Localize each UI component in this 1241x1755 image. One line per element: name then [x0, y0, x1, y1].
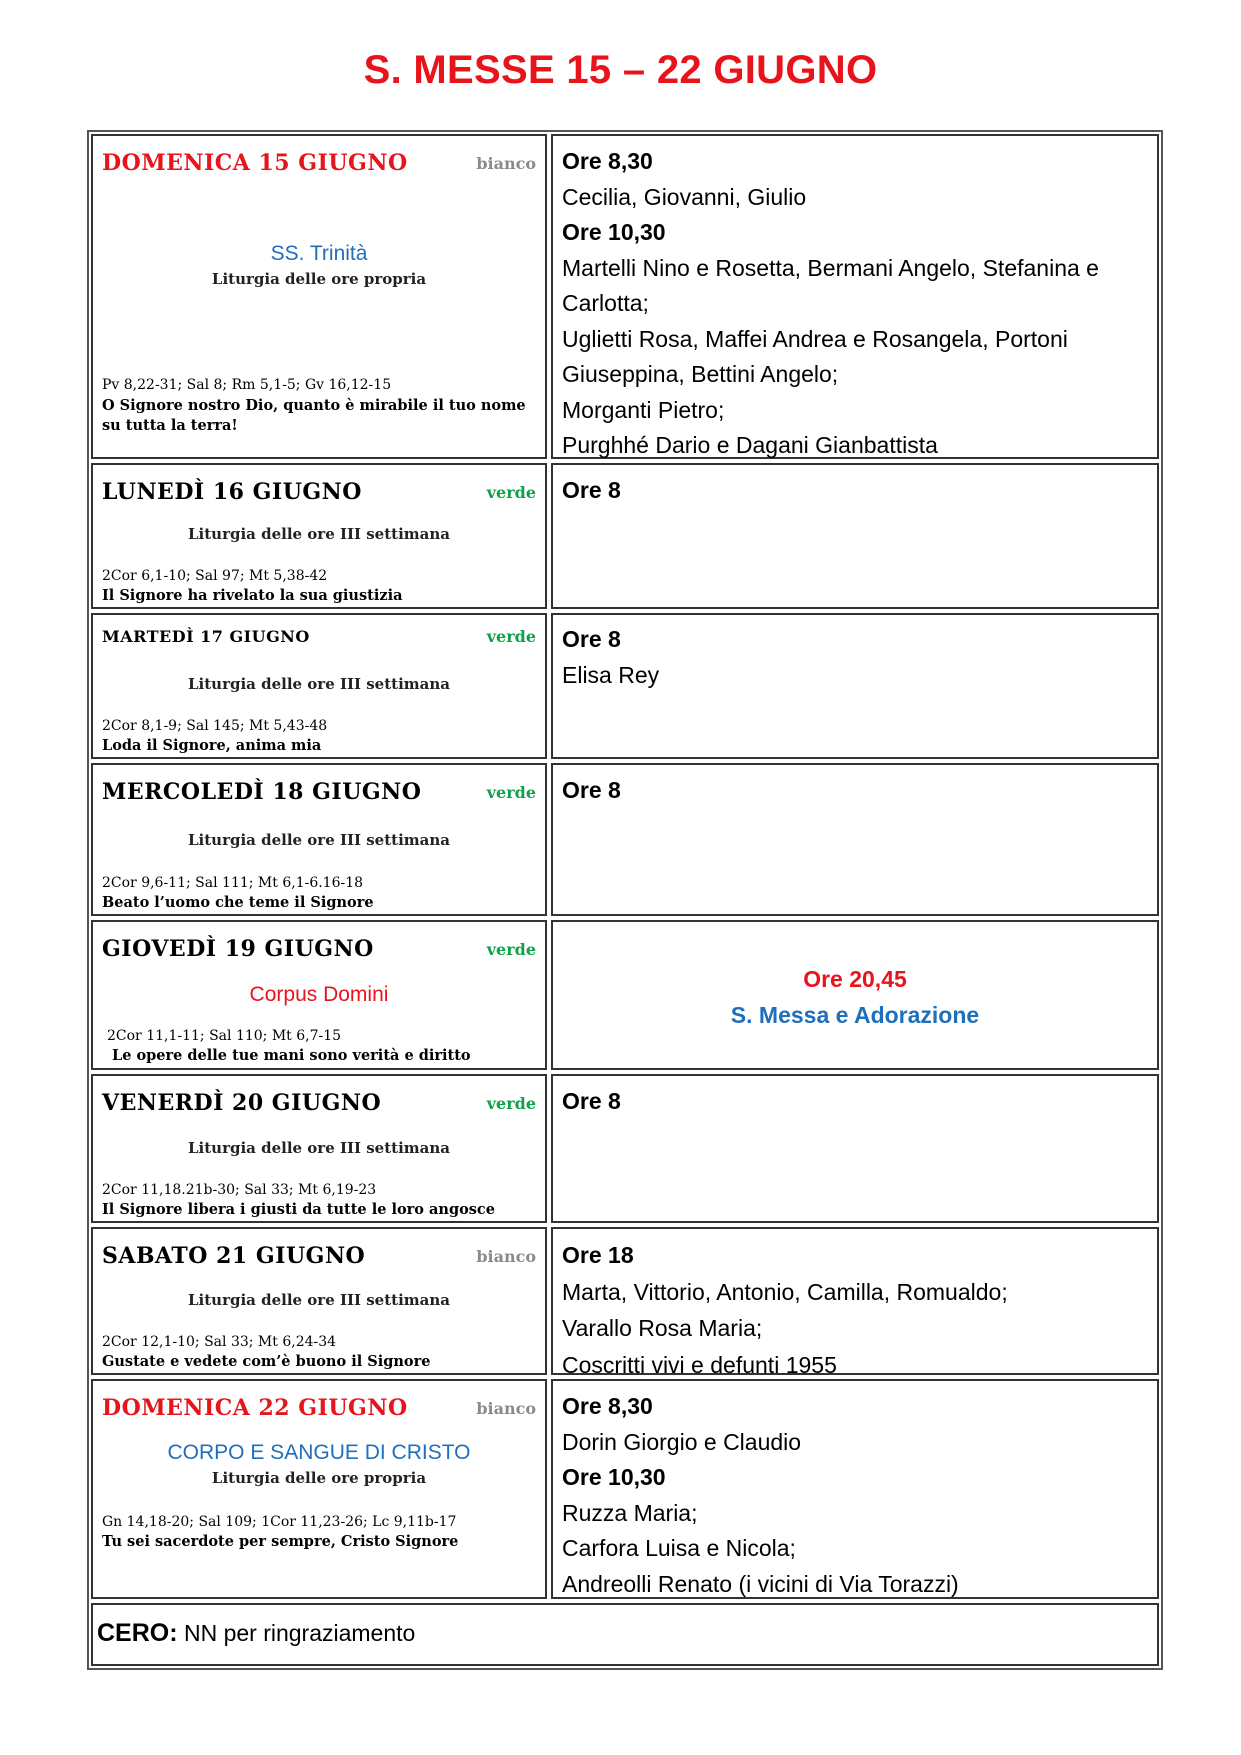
psalm-response: Il Signore ha rivelato la sua giustizia — [102, 587, 403, 604]
mass-cell-venerdi-20 — [551, 1074, 1159, 1223]
mass-intention: Coscritti vivi e defunti 1955 — [562, 1351, 837, 1378]
psalm-response: Le opere delle tue mani sono verità e diritto — [112, 1047, 471, 1064]
day-cell-domenica-15 — [91, 134, 547, 459]
mass-hour: Ore 8 — [562, 777, 621, 803]
cero-label: CERO: — [97, 1619, 178, 1647]
day-cell-mercoledi-18 — [91, 763, 547, 916]
liturgy-note: Liturgia delle ore III settimana — [187, 525, 450, 543]
special-mass-description: S. Messa e Adorazione — [730, 1002, 980, 1028]
mass-list — [562, 773, 1151, 809]
cero-cell — [91, 1603, 1159, 1666]
liturgical-color: bianco — [476, 1247, 536, 1266]
day-cell-giovedi-19 — [91, 920, 547, 1070]
liturgy-note: Liturgia delle ore propria — [211, 1469, 427, 1487]
liturgy-note: Liturgia delle ore propria — [211, 270, 427, 288]
mass-hour: Ore 8 — [562, 477, 621, 503]
day-cell-sabato-21 — [91, 1227, 547, 1375]
mass-cell-domenica-15 — [551, 134, 1159, 459]
feast-name: CORPO E SANGUE DI CRISTO — [167, 1441, 471, 1464]
mass-cell-domenica-22 — [551, 1379, 1159, 1599]
mass-cell-sabato-21 — [551, 1227, 1159, 1378]
feast-name: Corpus Domini — [249, 983, 389, 1006]
mass-intention: Ruzza Maria; — [562, 1499, 698, 1526]
mass-intention: Varallo Rosa Maria; — [562, 1315, 763, 1341]
day-name: MERCOLEDÌ 18 GIUGNO — [102, 779, 422, 805]
psalm-response: Tu sei sacerdote per sempre, Cristo Signore — [102, 1533, 459, 1550]
day-name: GIOVEDÌ 19 GIUGNO — [102, 936, 374, 962]
mass-hour: Ore 8,30 — [562, 1393, 653, 1419]
readings: Pv 8,22-31; Sal 8; Rm 5,1-5; Gv 16,12-15 — [102, 377, 392, 393]
day-name: DOMENICA 15 GIUGNO — [102, 150, 408, 176]
psalm-response: Gustate e vedete com’è buono il Signore — [102, 1353, 431, 1370]
liturgy-note: Liturgia delle ore III settimana — [187, 675, 450, 693]
mass-list — [562, 144, 1151, 464]
mass-hour: Ore 8 — [562, 626, 621, 652]
mass-list — [562, 1084, 1151, 1120]
mass-intention: Elisa Rey — [562, 661, 660, 688]
day-cell-lunedi-16 — [91, 463, 547, 609]
mass-intention: Dorin Giorgio e Claudio — [562, 1428, 802, 1455]
readings: Gn 14,18-20; Sal 109; 1Cor 11,23-26; Lc 9,11b-17 — [102, 1514, 457, 1530]
day-name: MARTEDÌ 17 GIUGNO — [102, 627, 310, 646]
liturgical-color: verde — [486, 783, 536, 802]
mass-intention: Purghhé Dario e Dagani Gianbattista — [562, 432, 938, 458]
mass-list — [562, 473, 1151, 509]
mass-intention: Marta, Vittorio, Antonio, Camilla, Romualdo; — [562, 1278, 1008, 1305]
readings: 2Cor 6,1-10; Sal 97; Mt 5,38-42 — [102, 568, 328, 584]
mass-intention: Carfora Luisa e Nicola; — [562, 1535, 796, 1561]
mass-hour: Ore 18 — [562, 1242, 634, 1268]
mass-list — [562, 1389, 1151, 1602]
liturgy-note: Liturgia delle ore III settimana — [187, 1139, 450, 1157]
mass-hour: Ore 8 — [562, 1088, 621, 1114]
readings: 2Cor 8,1-9; Sal 145; Mt 5,43-48 — [102, 718, 328, 734]
liturgy-note: Liturgia delle ore III settimana — [187, 831, 450, 849]
day-name: VENERDÌ 20 GIUGNO — [102, 1090, 382, 1116]
psalm-response: Il Signore libera i giusti da tutte le loro angosce — [102, 1201, 495, 1218]
mass-hour: Ore 10,30 — [562, 219, 666, 245]
readings: 2Cor 11,18.21b-30; Sal 33; Mt 6,19-23 — [102, 1182, 377, 1198]
mass-intention: Andreolli Renato (i vicini di Via Torazzi) — [562, 1570, 959, 1597]
psalm-response: Loda il Signore, anima mia — [102, 737, 322, 754]
cero-text: NN per ringraziamento — [177, 1620, 416, 1646]
day-name: SABATO 21 GIUGNO — [102, 1243, 366, 1269]
liturgical-color: verde — [486, 483, 536, 502]
mass-intention: Morganti Pietro; — [562, 396, 725, 423]
liturgy-note: Liturgia delle ore III settimana — [187, 1291, 450, 1309]
day-name: DOMENICA 22 GIUGNO — [102, 1395, 408, 1421]
readings: 2Cor 9,6-11; Sal 111; Mt 6,1-6.16-18 — [102, 875, 364, 891]
liturgical-color: verde — [486, 940, 536, 959]
mass-cell-lunedi-16 — [551, 463, 1159, 609]
readings: 2Cor 11,1-11; Sal 110; Mt 6,7-15 — [107, 1028, 342, 1044]
mass-intention: Cecilia, Giovanni, Giulio — [562, 183, 807, 210]
mass-cell-giovedi-19 — [551, 920, 1159, 1070]
mass-cell-martedi-17 — [551, 613, 1159, 759]
mass-intention: Martelli Nino e Rosetta, Bermani Angelo, Stefanina e Carlotta; — [562, 254, 1099, 316]
psalm-response: Beato l’uomo che teme il Signore — [102, 894, 374, 911]
feast-name: SS. Trinità — [270, 242, 368, 265]
mass-hour: Ore 8,30 — [562, 148, 653, 174]
day-cell-martedi-17 — [91, 613, 547, 759]
mass-cell-mercoledi-18 — [551, 763, 1159, 916]
mass-list — [562, 622, 1151, 693]
day-cell-venerdi-20 — [91, 1074, 547, 1223]
mass-hour: Ore 10,30 — [562, 1464, 666, 1490]
readings: 2Cor 12,1-10; Sal 33; Mt 6,24-34 — [102, 1334, 337, 1350]
liturgical-color: bianco — [476, 154, 536, 173]
special-mass-hour: Ore 20,45 — [803, 966, 907, 992]
day-name: LUNEDÌ 16 GIUGNO — [102, 479, 362, 505]
mass-list — [562, 1237, 1151, 1383]
liturgical-color: verde — [486, 627, 536, 646]
cero-line — [97, 1619, 415, 1648]
liturgical-color: verde — [486, 1094, 536, 1113]
mass-intention: Uglietti Rosa, Maffei Andrea e Rosangela, Portoni Giuseppina, Bettini Angelo; — [562, 325, 1068, 387]
day-cell-domenica-22 — [91, 1379, 547, 1599]
page-title: S. MESSE 15 – 22 GIUGNO — [363, 48, 878, 92]
liturgical-color: bianco — [476, 1399, 536, 1418]
psalm-response: O Signore nostro Dio, quanto è mirabile il tuo nome su tutta la terra! — [102, 397, 526, 434]
